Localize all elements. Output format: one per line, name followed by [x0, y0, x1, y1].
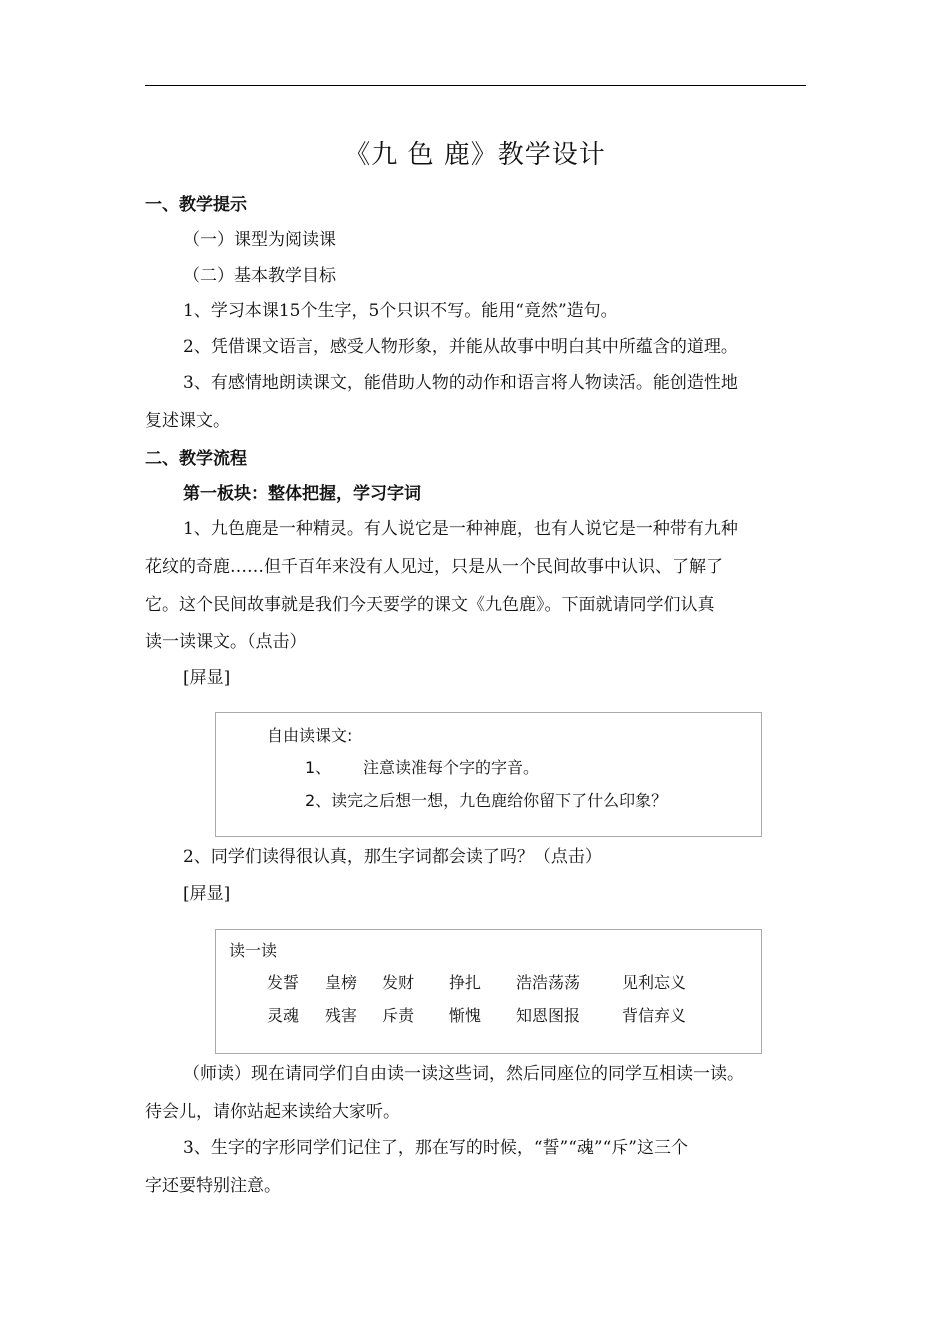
screen-label-1: [屏显]	[183, 668, 231, 688]
box-item-1: 注意读准每个字的字音。	[363, 758, 540, 777]
header-rule	[145, 85, 806, 86]
vocab-word: 惭愧	[449, 1006, 482, 1025]
vocab-word: 皇榜	[325, 973, 358, 992]
paragraph-1-line-3: 它。这个民间故事就是我们今天要学的课文《九色鹿》。下面就请同学们认真	[145, 595, 715, 615]
paragraph-1-line-2: 花纹的奇鹿……但千百年来没有人见过，只是从一个民间故事中认识、了解了	[145, 557, 723, 577]
vocab-word: 挣扎	[449, 973, 482, 992]
vocab-word: 灵魂	[267, 1006, 300, 1025]
vocab-word: 知恩图报	[516, 1006, 581, 1025]
section-heading-2: 二、教学流程	[145, 449, 247, 469]
paragraph-3-line-2: 待会儿，请你站起来读给大家听。	[145, 1102, 400, 1122]
box-item-number: 1、	[305, 758, 332, 777]
vocab-heading: 读一读	[229, 941, 278, 960]
goal-1: 1、学习本课15个生字，5个只识不写。能用“竟然”造句。	[183, 301, 618, 321]
paragraph-4-line-1: 3、生字的字形同学们记住了，那在写的时候，“誓”“魂”“斥”这三个	[183, 1138, 688, 1158]
box-heading: 自由读课文:	[267, 726, 353, 745]
paragraph-3-line-1: （师读）现在请同学们自由读一读这些词，然后同座位的同学互相读一读。	[183, 1064, 744, 1084]
vocab-word: 发财	[382, 973, 415, 992]
goal-3-line-2: 复述课文。	[145, 411, 230, 431]
reading-instructions-box	[215, 712, 762, 837]
block-heading-1: 第一板块：整体把握，学习字词	[183, 484, 421, 504]
goal-3-line-1: 3、有感情地朗读课文，能借助人物的动作和语言将人物读活。能创造性地	[183, 373, 738, 393]
screen-label-2: [屏显]	[183, 884, 231, 904]
vocabulary-box	[215, 929, 762, 1054]
paragraph-1-line-1: 1、九色鹿是一种精灵。有人说它是一种神鹿，也有人说它是一种带有九种	[183, 519, 738, 539]
vocab-word: 斥责	[382, 1006, 415, 1025]
page-title: 《九 色 鹿》教学设计	[344, 140, 606, 170]
paragraph-4-line-2: 字还要特别注意。	[145, 1176, 281, 1196]
vocab-word: 残害	[325, 1006, 358, 1025]
paragraph-1-line-4: 读一读课文。（点击）	[145, 632, 307, 652]
vocab-word: 浩浩荡荡	[516, 973, 581, 992]
subheading-1: （一）课型为阅读课	[183, 230, 336, 250]
vocab-word: 见利忘义	[622, 973, 687, 992]
section-heading-1: 一、教学提示	[145, 195, 247, 215]
subheading-2: （二）基本教学目标	[183, 266, 336, 286]
box-item-2: 2、读完之后想一想，九色鹿给你留下了什么印象？	[305, 791, 668, 810]
paragraph-2: 2、同学们读得很认真，那生字词都会读了吗？（点击）	[183, 847, 602, 867]
goal-2: 2、凭借课文语言，感受人物形象，并能从故事中明白其中所蕴含的道理。	[183, 337, 738, 357]
vocab-word: 背信弃义	[622, 1006, 687, 1025]
vocab-word: 发誓	[267, 973, 300, 992]
